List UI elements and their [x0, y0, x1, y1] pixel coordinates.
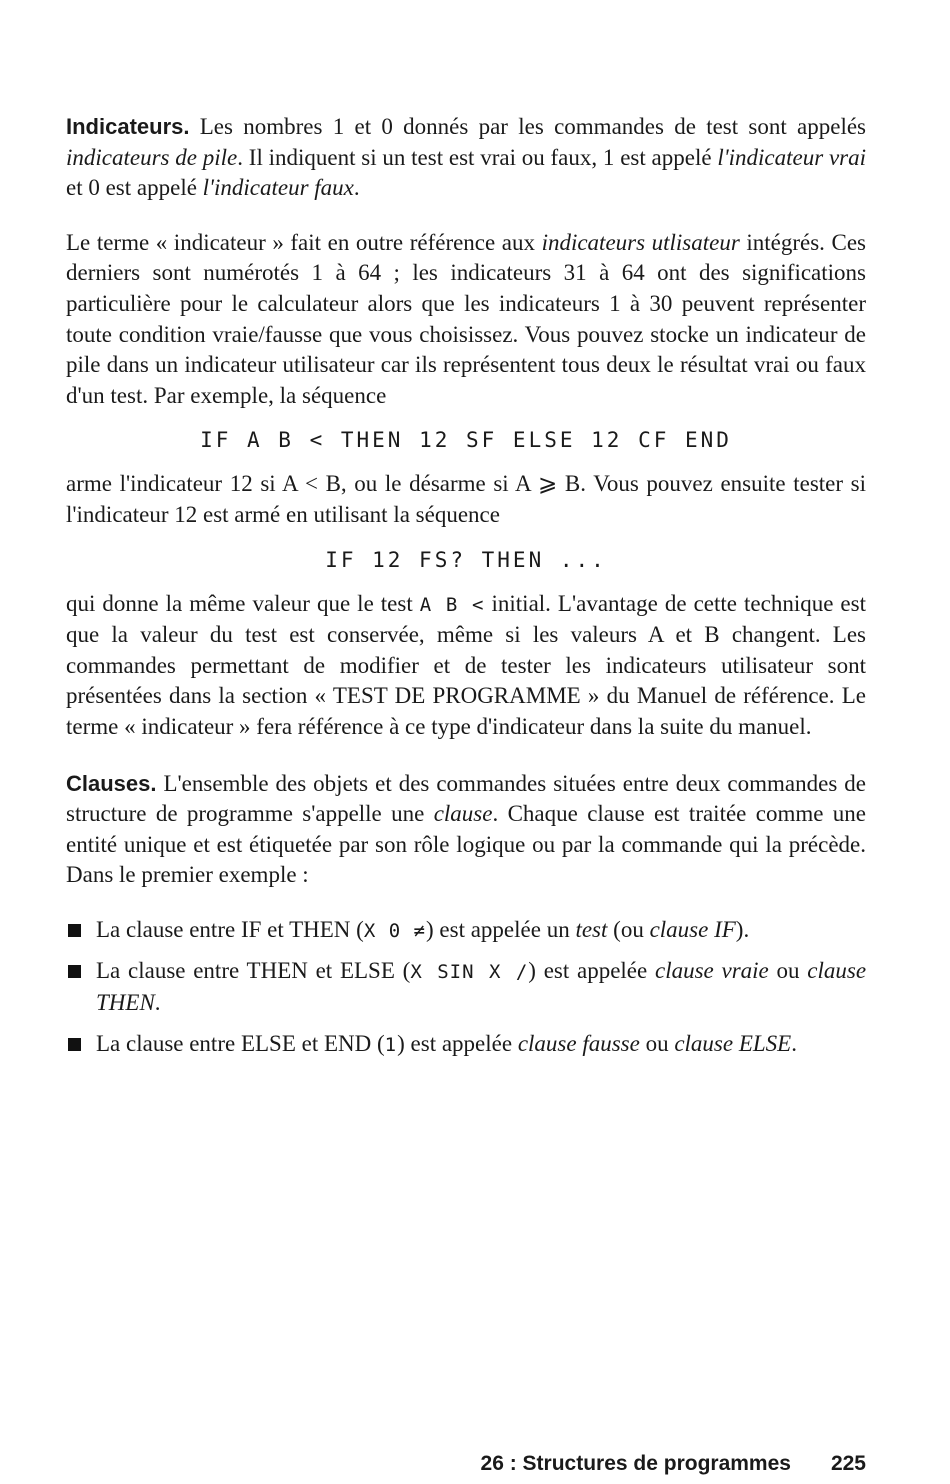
- list-item: [66, 1029, 866, 1061]
- text-run: Les nombres 1 et 0 donnés par les commandes de test sont appelés: [189, 114, 866, 139]
- chapter-title: 26 : Structures de programmes: [480, 1452, 791, 1475]
- italic-term: clause IF: [649, 916, 736, 942]
- italic-term: l'indicateur vrai: [717, 144, 867, 170]
- page-footer: [66, 1452, 866, 1476]
- inline-code: X SIN X /: [410, 961, 529, 984]
- section-lead-clauses: Clauses.: [66, 770, 157, 796]
- text-run: .: [791, 1030, 797, 1056]
- code-example-fs-test: IF 12 FS? THEN ...: [325, 547, 607, 572]
- paragraph-clauses: [66, 769, 866, 891]
- paragraph-indicateurs: [66, 112, 866, 204]
- italic-term: clause ELSE: [674, 1030, 792, 1056]
- text-run: ) est appelée: [397, 1030, 518, 1056]
- clause-list: [66, 915, 866, 1060]
- text-run: (ou: [607, 916, 650, 942]
- italic-term: clause: [433, 801, 493, 827]
- text-run: . Il indiquent si un test est vrai ou faux, 1 est appelé: [237, 144, 718, 170]
- text-run: . Chaque clause est traitée comme une entité unique et est étiquetée par son rôle logique ou par la commande qui la précède. Dans le premier exemple :: [66, 801, 867, 888]
- text-run: ) est appelée un: [426, 916, 576, 942]
- italic-term: clause THEN: [96, 958, 867, 1016]
- italic-term: test: [575, 916, 608, 942]
- text-run: ou: [768, 958, 808, 984]
- text-run: ou: [639, 1030, 675, 1056]
- section-lead-indicateurs: Indicateurs.: [66, 114, 190, 139]
- page-body: [66, 112, 866, 1070]
- list-item: [66, 956, 866, 1018]
- inline-code: A B <: [419, 593, 485, 616]
- italic-term: indicateurs de pile: [66, 144, 238, 170]
- text-run: .: [353, 175, 360, 201]
- paragraph-arme-indicateur: arme l'indicateur 12 si A < B, ou le désarme si A ⩾ B. Vous pouvez ensuite tester si l'indicateur 12 est armé en utilisant la séquence: [66, 471, 866, 527]
- inline-code: 1: [384, 1033, 398, 1056]
- page-number: 225: [830, 1452, 866, 1475]
- text-run: ) est appelée: [528, 958, 655, 984]
- code-example-if-then-else: IF A B < THEN 12 SF ELSE 12 CF END: [200, 428, 732, 453]
- italic-term: indicateurs utlisateur: [541, 229, 740, 255]
- inline-code: X 0 ≠: [363, 919, 427, 942]
- italic-term: clause fausse: [517, 1030, 640, 1056]
- text-run: La clause entre IF et THEN (: [96, 916, 364, 942]
- text-run: L'ensemble des objets et des commandes situées entre deux commandes de structure de programme s'appelle une: [66, 770, 866, 827]
- list-item: [66, 915, 866, 947]
- text-run: ).: [735, 916, 750, 942]
- paragraph-avantage: [66, 589, 866, 743]
- text-run: intégrés. Ces derniers sont numérotés 1 à 64 ; les indicateurs 31 à 64 ont des significations particulière pour le calculateur alors que les indicateurs 1 à 30 peuvent représenter toute condition vraie/fausse que vous choisissez. Vous pouvez stocke un indicateur de pile dans un indicateur utilisateur car ils représentent tous deux le résultat vrai ou faux d'un test. Par exemple, la séquence: [66, 229, 866, 408]
- text-run: La clause entre THEN et ELSE (: [96, 958, 411, 984]
- text-run: initial. L'avantage de cette technique est que la valeur du test est conservée, même si les valeurs A et B changent. Les commandes permettant de modifier et de tester les indicateurs utilisateur sont présentées dans la section « TEST DE PROGRAMME » du Manuel de référence. Le terme « indicateur » fera référence à ce type d'indicateur dans la suite du manuel.: [66, 590, 866, 739]
- text-run: et 0 est appelé: [66, 175, 203, 201]
- text-run: .: [154, 990, 161, 1016]
- italic-term: l'indicateur faux: [202, 175, 354, 201]
- square-bullet-icon: [68, 924, 81, 937]
- paragraph-indicateurs-utilisateur: [66, 228, 866, 412]
- text-run: La clause entre ELSE et END (: [96, 1030, 385, 1056]
- text-run: qui donne la même valeur que le test: [66, 590, 420, 616]
- text-run: Le terme « indicateur » fait en outre référence aux: [66, 229, 542, 255]
- italic-term: clause vraie: [654, 958, 769, 984]
- square-bullet-icon: [68, 1038, 81, 1051]
- square-bullet-icon: [68, 965, 81, 978]
